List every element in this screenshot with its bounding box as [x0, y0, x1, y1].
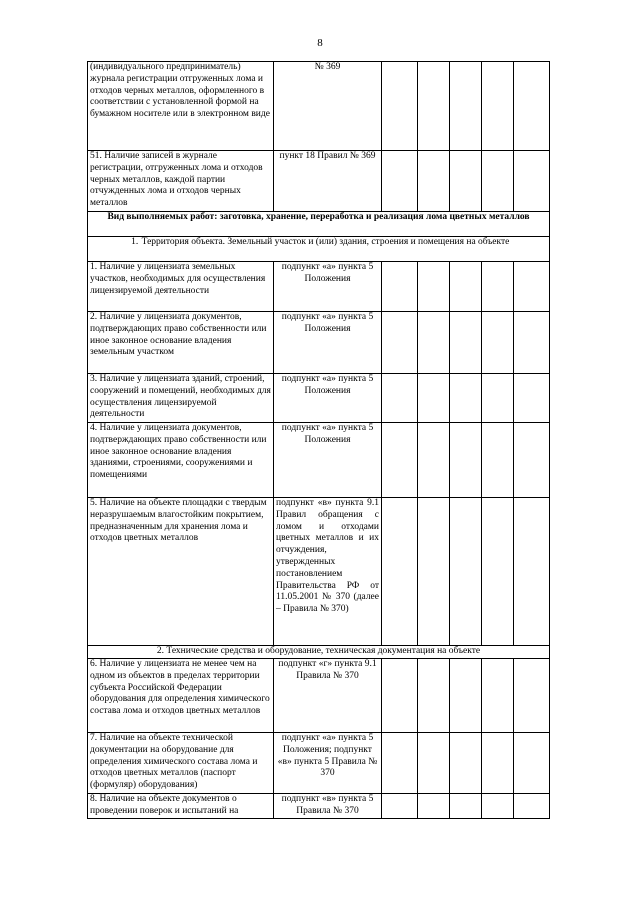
empty-cell: [514, 312, 550, 374]
basis-cell: подпункт «в» пункта 9.1 Правил обращения с ломом и отходами цветных металлов и их отчуждения, утвержденных постановлением Правительства РФ от 11.05.2001 № 370 (далее – Правила № 370): [274, 498, 382, 646]
requirement-cell: (индивидуального предприниматель) журнала регистрации отгруженных лома и отходов черных металлов, оформленного в соответствии с установленной формой на бумажном носителе или в электронном виде: [88, 62, 274, 151]
empty-cell: [482, 423, 514, 498]
basis-cell: пункт 18 Правил № 369: [274, 151, 382, 212]
empty-cell: [450, 733, 482, 794]
empty-cell: [482, 62, 514, 151]
empty-cell: [450, 374, 482, 423]
section-header-row: [88, 212, 550, 237]
table-row: [88, 733, 550, 794]
empty-cell: [382, 659, 418, 733]
empty-cell: [382, 794, 418, 819]
section-title: Вид выполняемых работ: заготовка, хранение, переработка и реализация лома цветных металлов: [88, 212, 550, 237]
basis-cell: подпункт «а» пункта 5 Положения: [274, 374, 382, 423]
empty-cell: [482, 733, 514, 794]
requirement-cell: 8. Наличие на объекте документов о проведении поверок и испытаний на: [88, 794, 274, 819]
empty-cell: [418, 151, 450, 212]
empty-cell: [418, 62, 450, 151]
table-row: [88, 794, 550, 819]
empty-cell: [382, 262, 418, 312]
basis-cell: подпункт «а» пункта 5 Положения: [274, 312, 382, 374]
empty-cell: [514, 374, 550, 423]
empty-cell: [482, 262, 514, 312]
empty-cell: [450, 794, 482, 819]
empty-cell: [418, 374, 450, 423]
empty-cell: [382, 498, 418, 646]
empty-cell: [418, 794, 450, 819]
empty-cell: [418, 423, 450, 498]
page-number: 8: [317, 37, 323, 49]
empty-cell: [382, 312, 418, 374]
empty-cell: [514, 794, 550, 819]
empty-cell: [382, 733, 418, 794]
empty-cell: [450, 312, 482, 374]
empty-cell: [514, 498, 550, 646]
empty-cell: [514, 733, 550, 794]
table-row: [88, 423, 550, 498]
empty-cell: [514, 62, 550, 151]
table-row: [88, 659, 550, 733]
empty-cell: [450, 151, 482, 212]
empty-cell: [482, 498, 514, 646]
subsection-number: 1.: [131, 237, 139, 247]
basis-cell: подпункт «г» пункта 9.1 Правила № 370: [274, 659, 382, 733]
empty-cell: [382, 423, 418, 498]
empty-cell: [382, 151, 418, 212]
empty-cell: [418, 312, 450, 374]
requirement-cell: 6. Наличие у лицензиата не менее чем на одном из объектов в пределах территории субъекта Российской Федерации оборудования для определения химического состава лома и отходов цветных металлов: [88, 659, 274, 733]
basis-cell: подпункт «а» пункта 5 Положения: [274, 423, 382, 498]
empty-cell: [418, 262, 450, 312]
empty-cell: [418, 733, 450, 794]
requirement-cell: 51. Наличие записей в журнале регистрации, отгруженных лома и отходов черных металлов, каждой партии отчужденных лома и отходов черных металлов: [88, 151, 274, 212]
table-row: [88, 62, 550, 151]
requirement-cell: 5. Наличие на объекте площадки с твердым неразрушаемым влагостойким покрытием, предназначенным для хранения лома и отходов цветных металлов: [88, 498, 274, 646]
empty-cell: [450, 423, 482, 498]
table-row: [88, 262, 550, 312]
empty-cell: [450, 498, 482, 646]
basis-cell: подпункт «в» пункта 5 Правила № 370: [274, 794, 382, 819]
basis-cell: подпункт «а» пункта 5 Положения: [274, 262, 382, 312]
empty-cell: [418, 498, 450, 646]
basis-cell: подпункт «а» пункта 5 Положения; подпункт «в» пункта 5 Правила № 370: [274, 733, 382, 794]
subsection-header-row: [88, 237, 550, 262]
empty-cell: [450, 659, 482, 733]
empty-cell: [482, 312, 514, 374]
empty-cell: [514, 151, 550, 212]
empty-cell: [382, 62, 418, 151]
table-row: [88, 312, 550, 374]
empty-cell: [450, 62, 482, 151]
table-row: [88, 498, 550, 646]
empty-cell: [482, 151, 514, 212]
table-row: [88, 374, 550, 423]
empty-cell: [514, 423, 550, 498]
empty-cell: [514, 262, 550, 312]
empty-cell: [450, 262, 482, 312]
empty-cell: [514, 659, 550, 733]
requirement-cell: 4. Наличие у лицензиата документов, подтверждающих право собственности или иное законное основание владения зданиями, строениями, сооружениями и помещениями: [88, 423, 274, 498]
basis-cell: № 369: [274, 62, 382, 151]
subsection-header-row: [88, 646, 550, 659]
requirements-table: [87, 61, 550, 819]
empty-cell: [482, 794, 514, 819]
empty-cell: [418, 659, 450, 733]
empty-cell: [382, 374, 418, 423]
empty-cell: [482, 374, 514, 423]
subsection-title: 1. Территория объекта. Земельный участок и (или) здания, строения и помещения на объекте: [88, 237, 550, 262]
subsection-title: 2. Технические средства и оборудование, техническая документация на объекте: [88, 646, 550, 659]
requirement-cell: 2. Наличие у лицензиата документов, подтверждающих право собственности или иное законное основание владения земельным участком: [88, 312, 274, 374]
requirement-cell: 3. Наличие у лицензиата зданий, строений, сооружений и помещений, необходимых для осуществления лицензируемой деятельности: [88, 374, 274, 423]
empty-cell: [482, 659, 514, 733]
requirement-cell: 1. Наличие у лицензиата земельных участков, необходимых для осуществления лицензируемой деятельности: [88, 262, 274, 312]
table-row: [88, 151, 550, 212]
requirement-cell: 7. Наличие на объекте технической документации на оборудование для определения химического состава лома и отходов цветных металлов (паспорт (формуляр) оборудования): [88, 733, 274, 794]
